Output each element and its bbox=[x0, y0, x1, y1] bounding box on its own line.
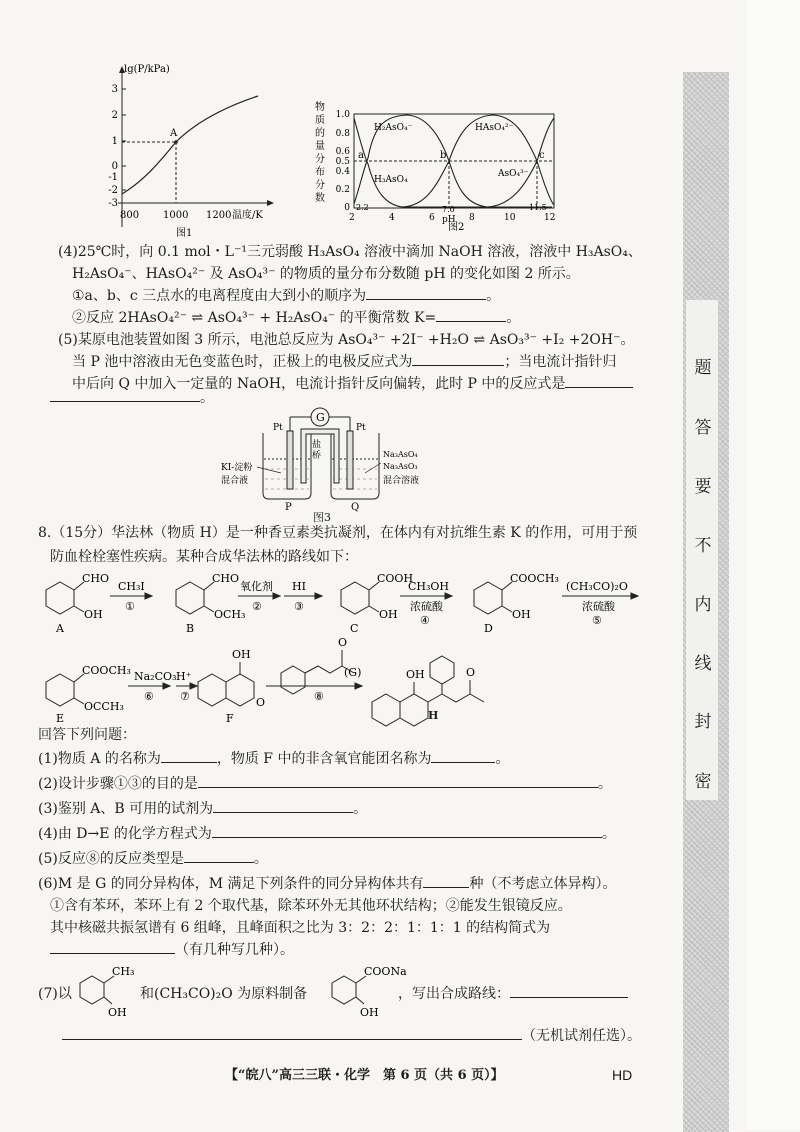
q8-part-7-end: （无机试剂任选）。 bbox=[522, 1028, 641, 1044]
answer-prompt: 回答下列问题： bbox=[38, 727, 136, 743]
fig1-xtick: 1000 bbox=[163, 210, 189, 221]
q8-part-4-text: (4)由 D→E 的化学方程式为 bbox=[38, 826, 212, 842]
q8-part-7-text: ，写出合成路线： bbox=[398, 986, 510, 1002]
scheme-step-6: ⑥ bbox=[144, 690, 154, 703]
scheme-h-o: O bbox=[466, 666, 476, 679]
q4-part-1-end: 。 bbox=[486, 288, 501, 304]
q8-part-3 bbox=[38, 800, 367, 819]
fig1-xtick: 1200 bbox=[206, 210, 232, 221]
answer-blank[interactable] bbox=[510, 985, 628, 998]
scheme-reagent-2: 氧化剂 bbox=[240, 580, 273, 593]
scheme-step-8: ⑧ bbox=[314, 690, 324, 703]
q8-part-2-text: (2)设计步骤①③的目的是 bbox=[38, 776, 198, 792]
fig2-ylabel-char: 的 bbox=[315, 128, 325, 139]
fig3-right-label-1: Na₃AsO₄ bbox=[383, 450, 418, 459]
q8-intro-1: 8.（15分）华法林（物质 H）是一种香豆素类抗凝剂，在体内有对抗维生素 K 的作用，可用于预 bbox=[38, 525, 638, 541]
scheme-label-d: D bbox=[484, 622, 493, 635]
scheme-b-cho: CHO bbox=[212, 572, 240, 585]
scheme-label-c: C bbox=[350, 622, 359, 635]
notice-char: 线 bbox=[694, 654, 712, 674]
scheme-e-cooch3: COOCH₃ bbox=[82, 664, 131, 677]
q8-part-6-conditions: ①含有苯环，苯环上有 2 个取代基，除苯环外无其他环状结构；②能发生银镜反应。 bbox=[50, 898, 572, 914]
fig2-xtick: 6 bbox=[429, 213, 435, 223]
fig2-ytick: 0.2 bbox=[335, 185, 350, 195]
fig1-caption: 图1 bbox=[176, 228, 193, 239]
scheme-f-o: O bbox=[256, 696, 266, 709]
fig2-ytick: 0.6 bbox=[335, 147, 350, 157]
answer-blank[interactable] bbox=[213, 800, 353, 813]
fig2-xtick: 2.2 bbox=[356, 203, 369, 212]
q5-line-2 bbox=[72, 353, 616, 372]
scheme-step-1: ① bbox=[125, 600, 135, 613]
fig3-pt-right: Pt bbox=[356, 423, 366, 433]
answer-blank[interactable] bbox=[565, 375, 633, 388]
benzene-ring-e bbox=[46, 674, 74, 706]
synthesis-scheme-row-1 bbox=[30, 566, 670, 634]
fig2-ylabel-char: 数 bbox=[315, 193, 325, 204]
scheme-reagent-5b: 浓硫酸 bbox=[582, 600, 615, 613]
q8-part-5 bbox=[38, 850, 268, 869]
q4-part-2-text: ②反应 2HAsO₄²⁻ ⇌ AsO₄³⁻ + H₂AsO₄⁻ 的平衡常数 K= bbox=[72, 310, 437, 326]
fig2-xtick: 7.0 bbox=[442, 205, 455, 214]
fig2-ytick: 1.0 bbox=[335, 110, 350, 120]
fig1-ytick: -2 bbox=[108, 185, 118, 196]
scheme-b-och3: OCH₃ bbox=[214, 608, 246, 621]
fig3-p: P bbox=[285, 502, 292, 513]
fig2-species-h2aso4: H₂AsO₄⁻ bbox=[374, 123, 413, 133]
galvanometer-label: G bbox=[316, 411, 325, 424]
scheme-d-cooch3: COOCH₃ bbox=[510, 572, 559, 585]
answer-blank[interactable] bbox=[436, 309, 506, 322]
q8-part-4-end: 。 bbox=[601, 826, 616, 842]
fig2-xtick: 2 bbox=[349, 213, 355, 223]
answer-blank[interactable] bbox=[161, 750, 217, 763]
notice-char: 内 bbox=[694, 595, 712, 615]
figure-3 bbox=[215, 403, 460, 518]
scheme-d-oh: OH bbox=[512, 608, 531, 621]
fig2-ylabel-char: 布 bbox=[315, 167, 325, 178]
q8-intro-2: 防血栓栓塞性疾病。某种合成华法林的路线如下： bbox=[50, 549, 358, 565]
scheme-step-7: ⑦ bbox=[180, 690, 190, 703]
fig2-ylabel-char: 分 bbox=[315, 180, 325, 191]
notice-char: 密 bbox=[694, 772, 712, 792]
fig1-ytick: -3 bbox=[108, 198, 118, 209]
q4-part-2 bbox=[72, 309, 520, 328]
fig1-ytick: 0 bbox=[111, 161, 118, 172]
q5-line-4 bbox=[50, 389, 214, 408]
q4-part-2-end: 。 bbox=[506, 310, 521, 326]
scheme-label-g: (G) bbox=[344, 666, 362, 679]
fig3-caption: 图3 bbox=[313, 511, 331, 524]
q8-part-2 bbox=[38, 775, 612, 794]
fig3-pt-left: Pt bbox=[273, 423, 283, 433]
q8-part-6-nmr: 其中核磁共振氢谱有 6 组峰，且峰面积之比为 3：2：2：1：1：1 的结构简式为 bbox=[50, 920, 551, 936]
q8-part-5-end: 。 bbox=[253, 851, 268, 867]
notice-char: 不 bbox=[694, 536, 712, 556]
q8-part-2-end: 。 bbox=[597, 776, 612, 792]
page-edge bbox=[747, 0, 800, 1130]
scheme-reagent-4: CH₃OH bbox=[408, 580, 450, 593]
fig2-ytick: 0.4 bbox=[335, 167, 350, 177]
scheme-label-a: A bbox=[56, 622, 64, 635]
benzene-ring-b bbox=[176, 582, 204, 614]
q5-line-2-tail: ；当电流计指针归 bbox=[504, 354, 617, 370]
q8-part-6 bbox=[38, 875, 616, 894]
fig2-xtick: 4 bbox=[389, 213, 395, 223]
q4-part-1-text: ①a、b、c 三点水的电离程度由大到小的顺序为 bbox=[72, 288, 367, 304]
fig2-species-aso4: AsO₄³⁻ bbox=[498, 169, 529, 179]
fig3-bridge-char: 盐 bbox=[312, 440, 322, 450]
scheme-step-4: ④ bbox=[420, 614, 430, 627]
q8-part-1-text-2: ，物质 F 中的非含氧官能团名称为 bbox=[216, 751, 432, 767]
scheme-step-5: ⑤ bbox=[592, 614, 602, 627]
q8-part-7-tail bbox=[398, 985, 628, 1004]
fig2-ylabel-char: 分 bbox=[315, 154, 325, 165]
fig2-point-b: b bbox=[440, 150, 447, 161]
q8-part-3-text: (3)鉴别 A、B 可用的试剂为 bbox=[38, 801, 214, 817]
salicylate-coona: COONa bbox=[364, 965, 407, 978]
q4-line-1: (4)25℃时，向 0.1 mol・L⁻¹三元弱酸 H₃AsO₄ 溶液中滴加 NaOH 溶液，溶液中 H₃AsO₄、 bbox=[58, 244, 642, 260]
scheme-reagent-3: HI bbox=[292, 580, 306, 593]
fig2-ytick: 0 bbox=[344, 203, 350, 213]
answer-blank[interactable] bbox=[412, 353, 504, 366]
fig2-ylabel-char: 量 bbox=[315, 141, 325, 152]
q8-part-7-middle: 和(CH₃CO)₂O 为原料制备 bbox=[140, 986, 308, 1002]
q8-part-4 bbox=[38, 825, 616, 844]
benzene-ring-d bbox=[474, 582, 502, 614]
fig2-point-c: c bbox=[539, 150, 545, 161]
fig3-left-label-1: KI-淀粉 bbox=[221, 463, 253, 473]
coumarin-ring-h bbox=[372, 694, 400, 726]
scheme-reagent-4b: 浓硫酸 bbox=[410, 600, 443, 613]
fig1-point-a: A bbox=[170, 128, 178, 139]
fig2-xtick: 12 bbox=[544, 213, 556, 223]
benzene-ring-a bbox=[46, 582, 74, 614]
salicylate-oh: OH bbox=[360, 1006, 379, 1019]
fig1-ylabel: lg(P/kPa) bbox=[124, 64, 170, 75]
fig3-q: Q bbox=[351, 502, 360, 513]
benzene-ring-h bbox=[430, 656, 454, 684]
answer-blank[interactable] bbox=[423, 875, 469, 888]
scheme-label-h: H bbox=[428, 709, 439, 722]
electrode-q bbox=[347, 431, 353, 489]
scheme-reagent-1: CH₃I bbox=[118, 580, 145, 593]
fig1-ytick: 2 bbox=[111, 110, 118, 121]
scheme-step-3: ③ bbox=[294, 600, 304, 613]
q8-part-7-line-2 bbox=[62, 1027, 641, 1046]
scheme-label-f: F bbox=[226, 712, 234, 725]
scheme-h-oh: OH bbox=[406, 668, 425, 681]
o-cresol-ch3: CH₃ bbox=[112, 965, 135, 978]
answer-blank[interactable] bbox=[212, 825, 602, 838]
answer-blank[interactable] bbox=[198, 775, 598, 788]
q8-part-6-text: (6)M 是 G 的同分异构体，M 满足下列条件的同分异构体共有 bbox=[38, 876, 424, 892]
answer-blank[interactable] bbox=[184, 850, 254, 863]
fig2-xtick: 11.5 bbox=[529, 203, 547, 212]
q8-part-1 bbox=[38, 750, 509, 769]
fig2-xtick: 10 bbox=[504, 213, 516, 223]
scheme-e-occh3: OCCH₃ bbox=[84, 700, 124, 713]
fig2-caption: 图2 bbox=[448, 222, 465, 233]
q8-part-3-end: 。 bbox=[353, 801, 368, 817]
synthesis-scheme-row-2 bbox=[30, 636, 490, 725]
fig1-curve bbox=[122, 96, 258, 194]
q5-line-3-text: 中后向 Q 中加入一定量的 NaOH，电流计指针反向偏转，此时 P 中的反应式是 bbox=[72, 376, 566, 392]
q8-part-7-prefix: (7)以 bbox=[38, 986, 72, 1002]
footer-code: HD bbox=[612, 1067, 633, 1083]
fig2-species-h3aso4: H₃AsO₄ bbox=[374, 175, 408, 185]
fig2-xlabel: pH bbox=[442, 215, 456, 225]
scheme-a-cho: CHO bbox=[82, 572, 110, 585]
benzene-ring-g bbox=[281, 666, 305, 694]
scheme-c-cooh: COOH bbox=[377, 572, 414, 585]
scheme-reagent-7: H⁺ bbox=[176, 670, 192, 683]
answer-blank[interactable] bbox=[431, 750, 495, 763]
q4-part-1 bbox=[72, 287, 500, 306]
q8-part-6-answer bbox=[50, 941, 294, 960]
fig2-ylabel-char: 质 bbox=[315, 115, 325, 126]
q8-part-6-end: （有几种写几种）。 bbox=[175, 942, 294, 958]
notice-char: 封 bbox=[694, 712, 712, 732]
fig3-right-label-2: Na₃AsO₃ bbox=[383, 462, 418, 471]
notice-char: 要 bbox=[694, 477, 712, 497]
scheme-label-e: E bbox=[56, 712, 65, 725]
scheme-a-oh: OH bbox=[84, 608, 103, 621]
o-cresol-oh: OH bbox=[108, 1006, 127, 1019]
notice-char: 题 bbox=[694, 358, 712, 378]
fig2-point-a: a bbox=[358, 150, 364, 161]
fig1-ytick: 1 bbox=[111, 136, 118, 147]
fig3-right-label-3: 混合溶液 bbox=[383, 476, 420, 486]
fig2-ytick: 0.8 bbox=[335, 129, 350, 139]
figure-2 bbox=[312, 96, 574, 232]
fig1-xlabel: 温度/K bbox=[232, 210, 263, 221]
page-footer: 【“皖八”高三三联・化学 第 6 页（共 6 页）】 bbox=[225, 1068, 504, 1083]
answer-blank[interactable] bbox=[50, 941, 175, 954]
benzene-ring-c bbox=[341, 582, 369, 614]
fig3-left-label-2: 混合液 bbox=[221, 476, 249, 486]
answer-blank[interactable] bbox=[50, 389, 200, 402]
scheme-g-o: O bbox=[338, 636, 348, 649]
answer-blank[interactable] bbox=[366, 287, 486, 300]
fig2-xtick: 8 bbox=[469, 213, 475, 223]
structure-sodium-salicylate bbox=[320, 962, 407, 1022]
answer-blank[interactable] bbox=[62, 1027, 522, 1040]
structure-o-cresol bbox=[68, 962, 138, 1022]
fig2-species-haso4: HAsO₄²⁻ bbox=[475, 123, 514, 133]
scheme-f-oh: OH bbox=[232, 648, 251, 661]
fig2-ytick: 0.5 bbox=[335, 157, 350, 167]
q8-part-1-text: (1)物质 A 的名称为 bbox=[38, 751, 161, 767]
q5-line-4-end: 。 bbox=[200, 390, 214, 406]
scheme-step-2: ② bbox=[252, 600, 262, 613]
scheme-c-oh: OH bbox=[379, 608, 398, 621]
scheme-label-b: B bbox=[186, 622, 195, 635]
fig1-xtick: 800 bbox=[120, 210, 140, 221]
fig2-ylabel-char: 物 bbox=[315, 102, 325, 113]
fig3-bridge-char: 桥 bbox=[312, 451, 322, 461]
q8-part-6-text-2: 种（不考虑立体异构）。 bbox=[469, 876, 617, 892]
q5-line-2-text: 当 P 池中溶液由无色变蓝色时，正极上的电极反应式为 bbox=[72, 354, 413, 370]
q8-part-1-end: 。 bbox=[495, 751, 510, 767]
fig1-ytick: 3 bbox=[111, 84, 118, 95]
notice-char: 答 bbox=[694, 418, 712, 438]
figure-1 bbox=[108, 62, 298, 242]
fig1-ytick: -1 bbox=[108, 172, 118, 183]
scheme-reagent-6: Na₂CO₃ bbox=[134, 670, 177, 683]
coumarin-ring-f bbox=[198, 674, 226, 706]
scheme-reagent-5: (CH₃CO)₂O bbox=[566, 580, 628, 593]
electrode-p bbox=[287, 431, 293, 489]
q4-line-2: H₂AsO₄⁻、HAsO₄²⁻ 及 AsO₄³⁻ 的物质的量分布分数随 pH 的变化如图 2 所示。 bbox=[72, 266, 580, 282]
q8-part-5-text: (5)反应⑧的反应类型是 bbox=[38, 851, 184, 867]
q5-line-1: (5)某原电池装置如图 3 所示，电池总反应为 AsO₄³⁻ +2I⁻ +H₂O ⇌ AsO₃³⁻ +I₂ +2OH⁻。 bbox=[58, 332, 635, 348]
